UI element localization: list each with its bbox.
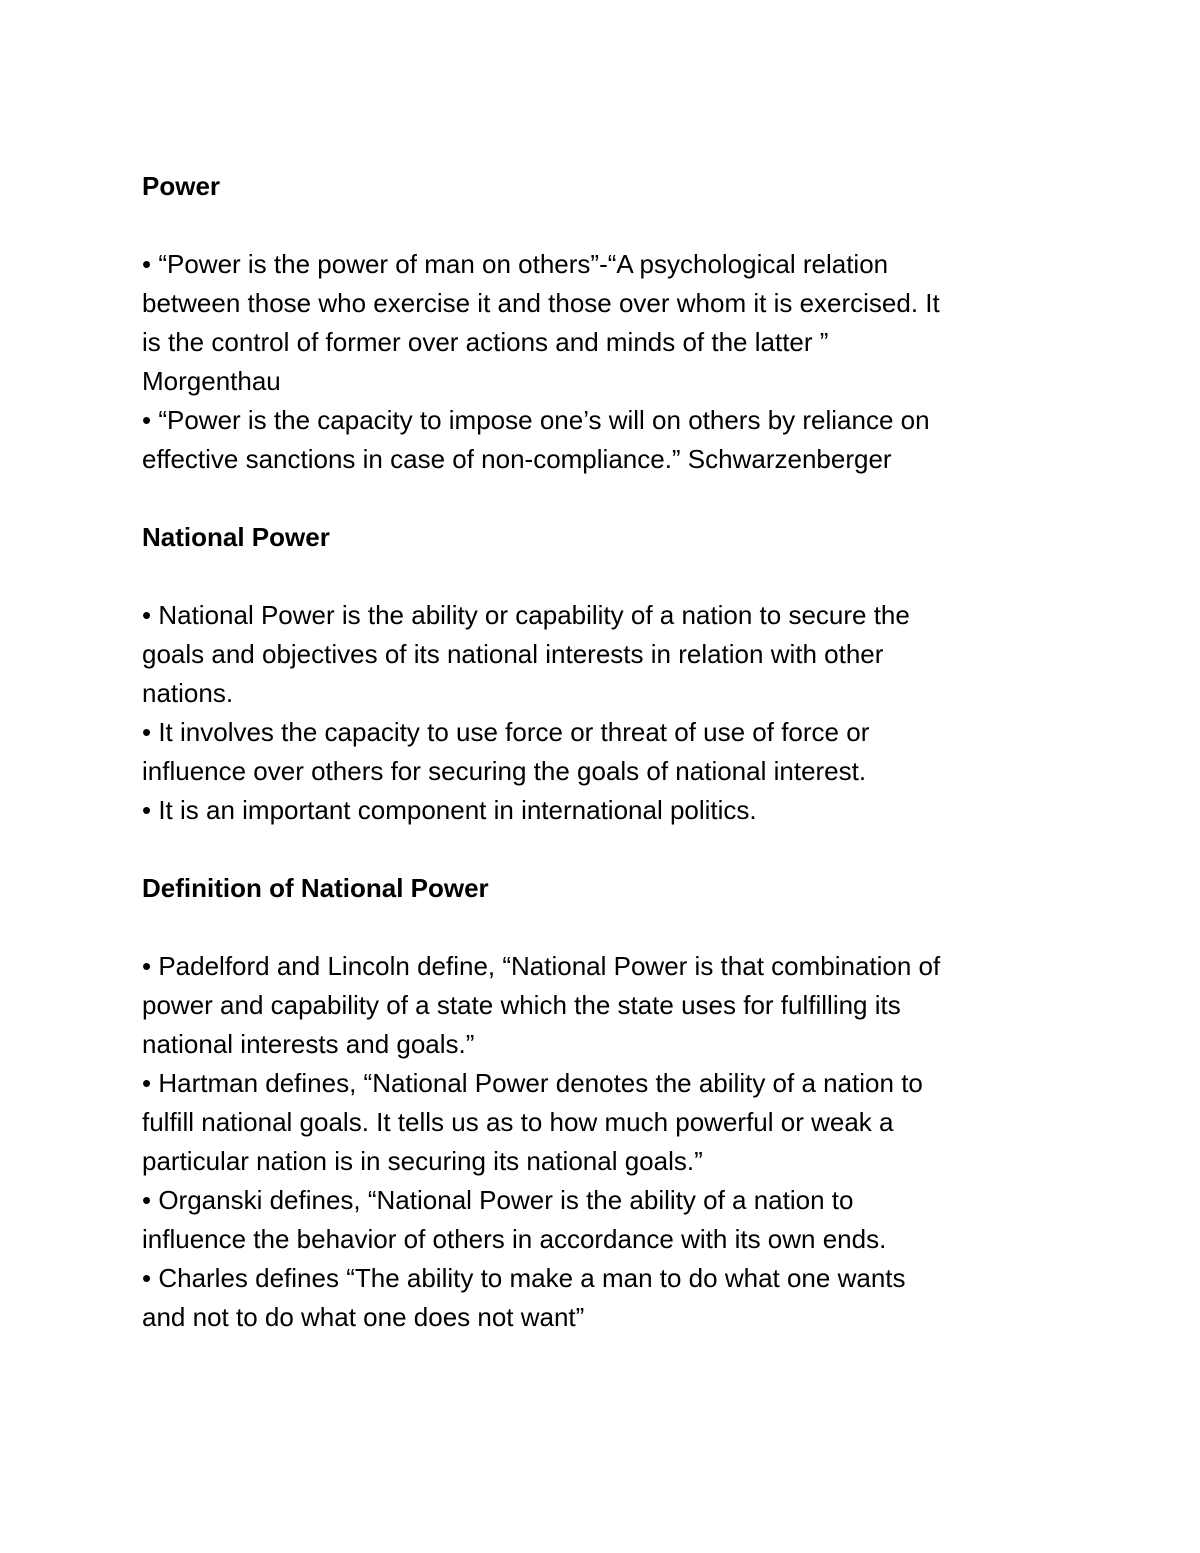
text-line: • It is an important component in international politics. <box>142 795 757 825</box>
text-line: and not to do what one does not want” <box>142 1302 585 1332</box>
text-line: Morgenthau <box>142 366 281 396</box>
text-line: • Charles defines “The ability to make a man to do what one wants <box>142 1263 906 1293</box>
text-line: power and capability of a state which the state uses for fulfilling its <box>142 990 901 1020</box>
text-line: • “Power is the capacity to impose one’s will on others by reliance on <box>142 405 930 435</box>
text-line: • National Power is the ability or capability of a nation to secure the <box>142 600 910 630</box>
document-page <box>142 167 1062 1337</box>
text-line: • Hartman defines, “National Power denotes the ability of a nation to <box>142 1068 923 1098</box>
text-line: influence over others for securing the goals of national interest. <box>142 756 867 786</box>
section-definition-of-national-power <box>142 869 1062 1337</box>
text-line: • Organski defines, “National Power is the ability of a nation to <box>142 1185 854 1215</box>
text-line: • “Power is the power of man on others”-“A psychological relation <box>142 249 889 279</box>
section-heading: National Power <box>142 522 330 552</box>
text-line: • Padelford and Lincoln define, “National Power is that combination of <box>142 951 941 981</box>
text-line: between those who exercise it and those over whom it is exercised. It <box>142 288 940 318</box>
section-national-power <box>142 518 1062 830</box>
text-line: nations. <box>142 678 234 708</box>
section-heading: Power <box>142 171 221 201</box>
text-line: national interests and goals.” <box>142 1029 475 1059</box>
text-line: • It involves the capacity to use force or threat of use of force or <box>142 717 870 747</box>
text-line: influence the behavior of others in accordance with its own ends. <box>142 1224 887 1254</box>
text-line: goals and objectives of its national interests in relation with other <box>142 639 884 669</box>
text-line: particular nation is in securing its national goals.” <box>142 1146 703 1176</box>
text-line: fulfill national goals. It tells us as to how much powerful or weak a <box>142 1107 894 1137</box>
text-line: effective sanctions in case of non-compliance.” Schwarzenberger <box>142 444 892 474</box>
text-line: is the control of former over actions and minds of the latter ” <box>142 327 829 357</box>
section-heading: Definition of National Power <box>142 873 489 903</box>
section-power <box>142 167 1062 479</box>
